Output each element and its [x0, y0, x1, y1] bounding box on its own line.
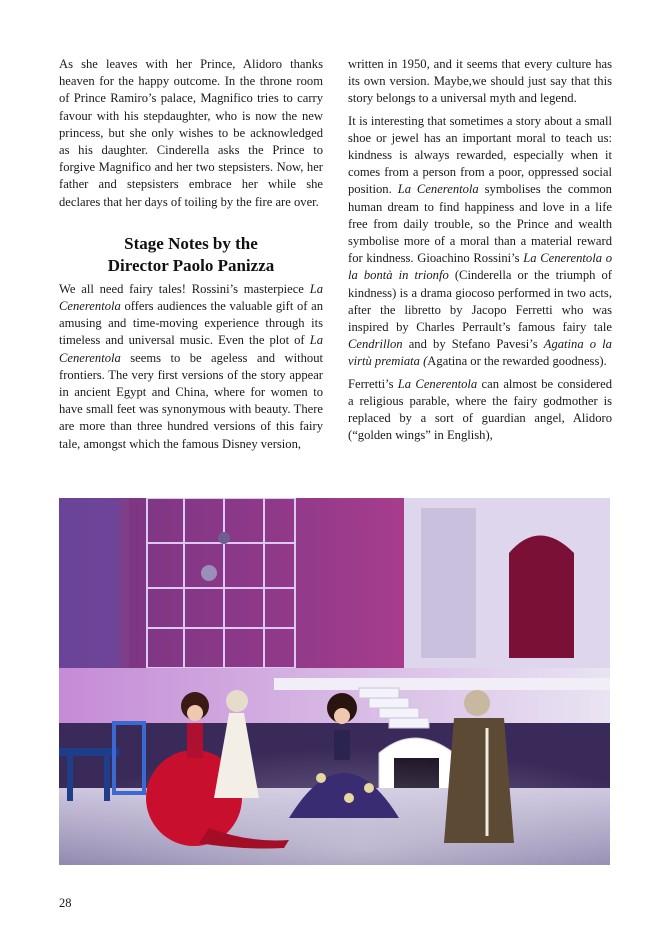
narrative-paragraph: As she leaves with her Prince, Alidoro thanks heaven for the happy outcome. In the throne room of Prince Ramiro’s palace, Magnifico tries to carry favour with his stepdaughter, who is now the new princess, but she only wishes to be acknowledged as his daughter. Cinderella asks the Prince to forgive Magnifico and her two stepsisters. Now, her father and stepsisters embrace her while she declares that her days of toiling by the fire are over. [59, 57, 323, 209]
section-heading [59, 233, 323, 277]
left-pillar [59, 498, 129, 678]
parable-paragraph [348, 376, 612, 445]
right-column [348, 56, 612, 444]
text-run: seems to be ageless and without frontiers. The very first versions of the story appear in ancient Egypt and China, where for women to have small feet was synonymous with beauty. There are more than three hundred versions of this fairy tale, amongst which the famous Disney version, [59, 350, 323, 451]
section-heading-line1: Stage Notes by the [124, 233, 258, 253]
left-column [59, 56, 323, 453]
text-run: We all need fairy tales! Rossini’s masterpiece [59, 281, 310, 296]
dark-bodice [334, 730, 350, 760]
pot-prop [218, 532, 230, 544]
opera-title: La Cenerentola [397, 182, 479, 197]
brown-robe [444, 718, 514, 843]
face [334, 708, 350, 724]
opera-title: La Cenerentola [59, 281, 323, 314]
text-run: Agatina or the rewarded goodness). [427, 354, 607, 369]
opera-title: La Cenerentola [59, 333, 323, 365]
text-run: offers audiences the valuable gift of an amusing and time-moving experience through its timeless and universal music. Even the plot of [59, 299, 323, 348]
brick-wall [119, 498, 419, 668]
table-leg [104, 756, 110, 801]
arched-doorway [509, 536, 574, 659]
platform-edge [274, 678, 610, 690]
white-wig [226, 690, 248, 712]
opera-full-title: La Cenerentola o la bontà in trionfo [348, 251, 612, 283]
director-notes-paragraph [59, 281, 323, 453]
continued-paragraph: written in 1950, and it seems that every culture has its own version. Maybe,we should just say that this story belongs to a universal myth and legend. [348, 57, 612, 106]
grey-wig [464, 690, 490, 716]
text-run: symbolises the common human dream to find happiness and love in a life free from daily trouble, so the Prince and wealth symbolise more of a moral than a material reward for kindness. Gioachino Rossini’s [348, 182, 612, 266]
moral-paragraph [348, 113, 612, 371]
work-title: Agatina o la virtù premiata ( [348, 337, 612, 369]
face [187, 705, 203, 721]
table-leg [67, 756, 73, 801]
opera-title: La Cenerentola [397, 376, 478, 391]
plate-prop [201, 565, 217, 581]
facade-panel [421, 508, 476, 658]
stage-scene-illustration [59, 498, 610, 865]
text-run: It is interesting that sometimes a story about a small shoe or jewel has an important moral to teach us: kindness is always rewarded, especially when it comes from a person from a poor, oppressed social position. [348, 113, 612, 197]
text-run: and by Stefano Pavesi’s [402, 337, 544, 352]
work-title: Cendrillon [348, 337, 403, 352]
section-heading-line2: Director Paolo Panizza [107, 255, 275, 275]
page-number: 28 [59, 896, 72, 910]
text-run: Ferretti’s [348, 376, 398, 391]
stage-production-photo [59, 498, 610, 865]
dress-flower [344, 793, 354, 803]
red-bodice [187, 723, 203, 758]
dress-flower [364, 783, 374, 793]
text-run: (Cinderella or the triumph of kindness) is a drama giocoso performed in two acts, after the libretto by Jacopo Ferretti who was inspired by Charles Perrault’s famous fairy tale [348, 268, 613, 335]
dress-flower [316, 773, 326, 783]
blue-table-top [59, 748, 119, 756]
text-run: can almost be considered a religious parable, where the fairy godmother is replaced by a sort of guardian angel, Alidoro (“golden wings” in English), [348, 376, 612, 443]
